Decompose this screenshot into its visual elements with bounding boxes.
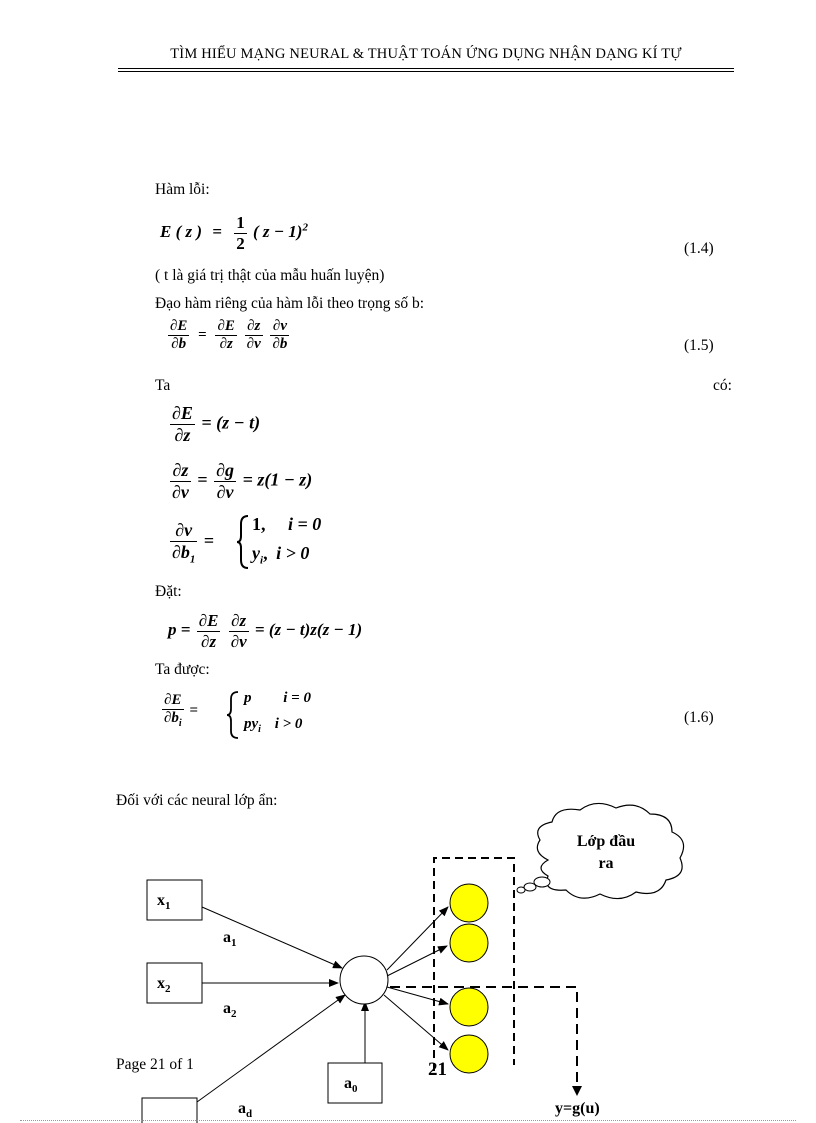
label-hidden-layer: Đối với các neural lớp ẩn:: [116, 792, 278, 809]
label-ad: $a_d$: [238, 1100, 253, 1120]
eq15-f2d: ∂z: [219, 336, 233, 353]
eqc-den: ∂b: [172, 541, 190, 562]
equation-dv-db1: [168, 516, 214, 566]
label-a1: $a_1$: [223, 929, 237, 949]
eqb-frac-1: [170, 460, 191, 502]
eqc-frac: [170, 520, 197, 566]
equation-1-4: [160, 213, 308, 253]
eqc-c2: y: [252, 543, 260, 563]
eq14-fraction: [234, 213, 247, 253]
cloud-callout: [517, 803, 684, 898]
eqa-frac: [170, 403, 195, 445]
eqb-n2: ∂g: [216, 460, 235, 480]
eqc-c2sub: i: [260, 554, 264, 567]
eqp-lhs: p =: [168, 619, 191, 639]
eq14-equals: =: [212, 221, 222, 241]
eq16-num: ∂E: [162, 692, 184, 710]
eq16-case-2: [244, 716, 302, 735]
input-box-x1: [147, 880, 202, 920]
eq14-den: 2: [236, 233, 245, 253]
eq15-frac-3: [245, 318, 263, 354]
eqc-equals: =: [203, 530, 215, 551]
eq15-f2n: ∂E: [215, 318, 236, 336]
input-box-x2: [147, 963, 202, 1003]
neuron-diagram: [0, 800, 816, 1123]
hidden-neuron: [340, 956, 388, 1004]
running-header: TÌM HIỂU MẠNG NEURAL & THUẬT TOÁN ỨNG DỤNG NHẬN DẠNG KÍ TỰ: [170, 46, 682, 62]
eqc-sub: 1: [189, 553, 196, 566]
eqp-rhs: = (z − t)z(z − 1): [254, 619, 363, 639]
equation-number-1-5: (1.5): [684, 337, 714, 354]
label-a2: $a_2$: [223, 1000, 237, 1020]
eq16-c2: py: [244, 716, 259, 732]
label-dao-ham: Đạo hàm riêng của hàm lỗi theo trọng số b:: [155, 295, 425, 312]
eqc-c1cond: i = 0: [288, 514, 322, 534]
eqp-n2: ∂z: [229, 611, 249, 632]
eqc-brace: [236, 514, 250, 570]
page-number: 21: [428, 1059, 447, 1080]
eq16-brace: [226, 690, 240, 740]
eqc-case-2: [252, 543, 309, 567]
equation-number-1-4: (1.4): [684, 240, 714, 257]
eq14-rhs: ( z − 1): [252, 221, 303, 241]
eqb-d2: ∂v: [216, 481, 234, 502]
eqp-frac-1: [197, 611, 221, 651]
eqp-d1: ∂z: [201, 631, 217, 651]
label-co: có:: [713, 377, 732, 394]
eq14-num: 1: [236, 213, 245, 232]
output-neuron-2: [450, 924, 488, 962]
eq15-f1n: ∂E: [168, 318, 189, 336]
eq16-frac: [162, 692, 184, 730]
eq16-c1: p: [244, 690, 252, 706]
bottom-border: [20, 1120, 796, 1121]
output-neuron-1: [450, 884, 488, 922]
eq15-frac-4: [270, 318, 289, 354]
edge-out-3: [387, 987, 448, 1004]
eqc-case-1: [252, 514, 321, 535]
equation-dz-dv: [168, 460, 312, 502]
note-t: ( t là giá trị thật của mẫu huấn luyện): [155, 267, 385, 284]
cloud-label-line2: ra: [598, 855, 614, 872]
eqb-equals: =: [197, 469, 208, 490]
header-rule: [118, 68, 734, 69]
eqc-c2sep: ,: [263, 543, 268, 563]
eq15-f3d: ∂v: [246, 336, 261, 353]
eqc-c2cond: i > 0: [276, 543, 310, 563]
eq16-c2sub: i: [258, 724, 261, 735]
output-neuron-4: [450, 1035, 488, 1073]
cloud-label-line1: Lớp đầu: [576, 833, 636, 850]
eq16-c2cond: i > 0: [274, 716, 303, 732]
eqa-num: ∂E: [172, 403, 193, 423]
header-rule-thin: [118, 71, 734, 72]
equation-number-1-6: (1.6): [684, 709, 714, 726]
eq15-frac-1: [168, 318, 189, 354]
eqb-rhs: = z(1 − z): [242, 469, 313, 490]
eqp-d2: ∂v: [230, 631, 247, 651]
eq16-den: ∂b: [164, 710, 179, 727]
eq14-exp: 2: [302, 221, 308, 234]
eqa-den: ∂z: [174, 424, 191, 445]
eqb-n1: ∂z: [170, 460, 191, 482]
label-x1: $x_1$: [157, 892, 171, 912]
eq14-lhs: E ( z ): [160, 221, 203, 241]
output-neuron-3: [450, 988, 488, 1026]
equation-p: [168, 611, 362, 651]
eqp-n1: ∂E: [198, 611, 219, 630]
label-output: y=g(u): [555, 1100, 600, 1117]
eqc-c1: 1,: [252, 514, 266, 534]
page-footer: Page 21 of 1: [116, 1056, 194, 1073]
label-ta: Ta: [155, 377, 171, 394]
equation-1-5: [166, 318, 291, 354]
edge-xd: [197, 995, 345, 1102]
eq15-f4d: ∂b: [272, 336, 288, 353]
eq15-f3n: ∂z: [245, 318, 263, 336]
equation-1-6: [160, 692, 198, 730]
label-dat: Đặt:: [155, 583, 182, 600]
eq15-f4n: ∂v: [270, 318, 289, 336]
eq15-f1d: ∂b: [171, 336, 187, 353]
eq15-frac-2: [215, 318, 236, 354]
output-arrowhead: [572, 1086, 582, 1096]
eq16-c1cond: i = 0: [283, 690, 311, 706]
eqb-d1: ∂v: [172, 481, 189, 502]
eqc-num: ∂v: [170, 520, 197, 542]
label-ham-loi: Hàm lỗi:: [155, 181, 210, 198]
eqa-rhs: = (z − t): [201, 412, 261, 433]
edge-out-4: [384, 995, 448, 1050]
eq16-sub: i: [178, 718, 182, 730]
eq16-case-1: [244, 690, 311, 707]
eqp-frac-2: [229, 611, 249, 651]
equation-dE-dz: [168, 403, 260, 445]
label-x2: $x_2$: [157, 975, 171, 995]
eq16-equals: =: [189, 702, 199, 719]
label-a0: $a_0$: [344, 1075, 358, 1095]
eqb-frac-2: [214, 460, 236, 502]
eq15-equals: =: [198, 327, 207, 344]
label-ta-duoc: Ta được:: [155, 661, 210, 678]
